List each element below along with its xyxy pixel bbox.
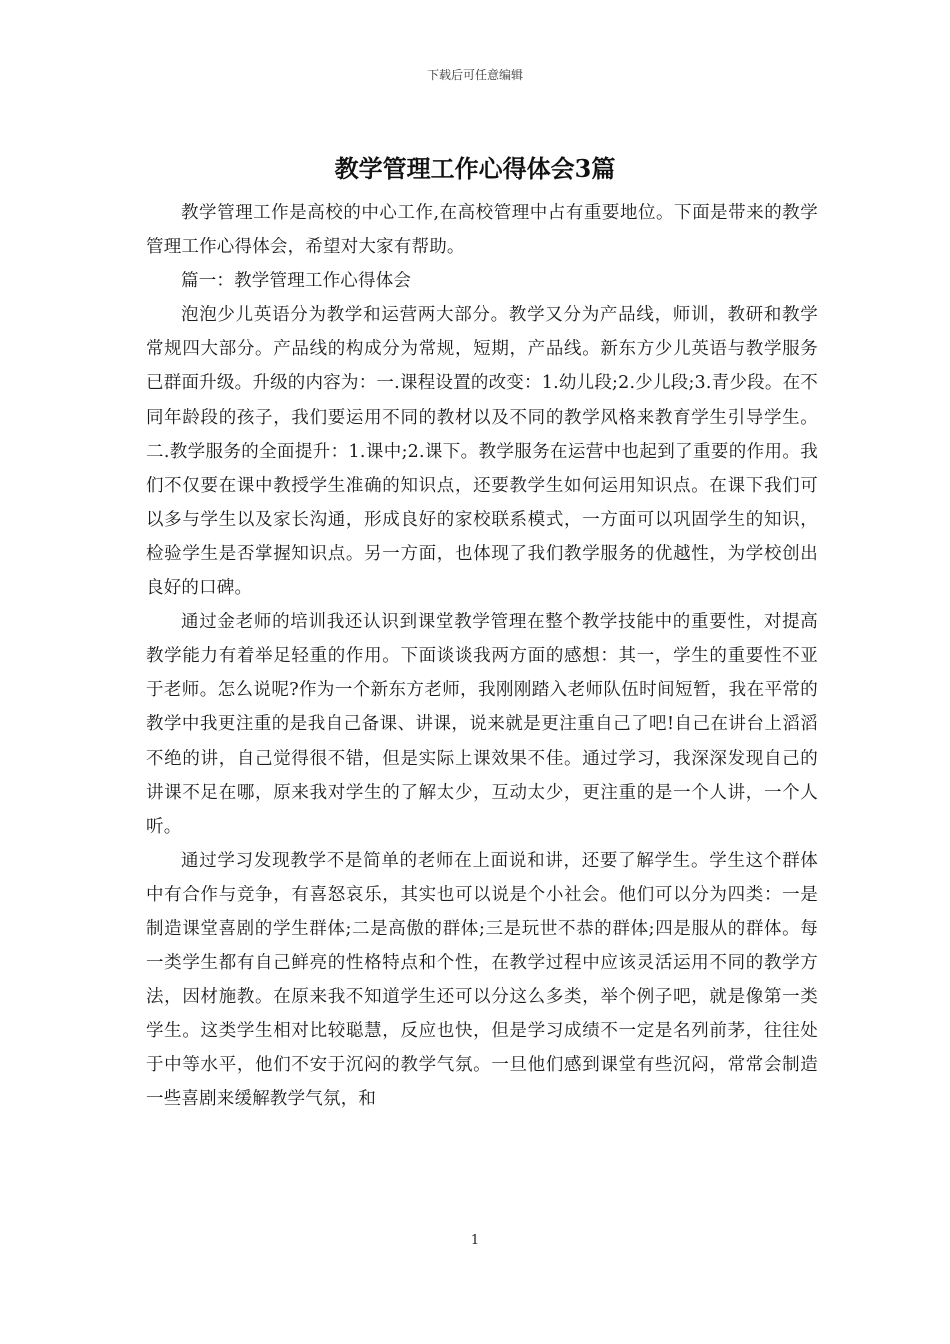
section-heading: 篇一：教学管理工作心得体会 [181,271,412,292]
page-number: 1 [470,1233,480,1248]
document-body [146,196,818,1117]
header-note: 下载后可任意编辑 [426,68,523,82]
body-paragraph: 泡泡少儿英语分为教学和运营两大部分。教学又分为产品线，师训，教研和教学常规四大部分。产品线的构成分为常规，短期，产品线。新东方少儿英语与教学服务已群面升级。升级的内容为：一.课程设置的改变：1.幼儿段;2.少儿段;3.青少段。在不同年龄段的孩子，我们要运用不同的教材以及不同的教学风格来教育学生引导学生。二.教学服务的全面提升：1.课中;2.课下。教学服务在运营中也起到了重要的作用。我们不仅要在课中教授学生准确的知识点，还要教学生如何运用知识点。在课下我们可以多与学生以及家长沟通，形成良好的家校联系模式，一方面可以巩固学生的知识，检验学生是否掌握知识点。另一方面，也体现了我们教学服务的优越性，为学校创出良好的口碑。 [146,305,818,599]
body-paragraph: 通过金老师的培训我还认识到课堂教学管理在整个教学技能中的重要性，对提高教学能力有着举足轻重的作用。下面谈谈我两方面的感想：其一，学生的重要性不亚于老师。怎么说呢?作为一个新东方老师，我刚刚踏入老师队伍时间短暂，我在平常的教学中我更注重的是我自己备课、讲课，说来就是更注重自己了吧!自己在讲台上滔滔不绝的讲，自己觉得很不错，但是实际上课效果不佳。通过学习，我深深发现自己的讲课不足在哪，原来我对学生的了解太少，互动太少，更注重的是一个人讲，一个人听。 [146,612,818,837]
intro-paragraph: 教学管理工作是高校的中心工作,在高校管理中占有重要地位。下面是带来的教学管理工作心得体会，希望对大家有帮助。 [146,203,818,258]
document-title: 教学管理工作心得体会3篇 [334,154,616,183]
body-paragraph: 通过学习发现教学不是简单的老师在上面说和讲，还要了解学生。学生这个群体中有合作与竞争，有喜怒哀乐，其实也可以说是个小社会。他们可以分为四类：一是制造课堂喜剧的学生群体;二是高傲的群体;三是玩世不恭的群体;四是服从的群体。每一类学生都有自己鲜亮的性格特点和个性，在教学过程中应该灵活运用不同的教学方法，因材施教。在原来我不知道学生还可以分这么多类，举个例子吧，就是像第一类学生。这类学生相对比较聪慧，反应也快，但是学习成绩不一定是名列前茅，往往处于中等水平，他们不安于沉闷的教学气氛。一旦他们感到课堂有些沉闷，常常会制造一些喜剧来缓解教学气氛，和 [146,850,818,1110]
